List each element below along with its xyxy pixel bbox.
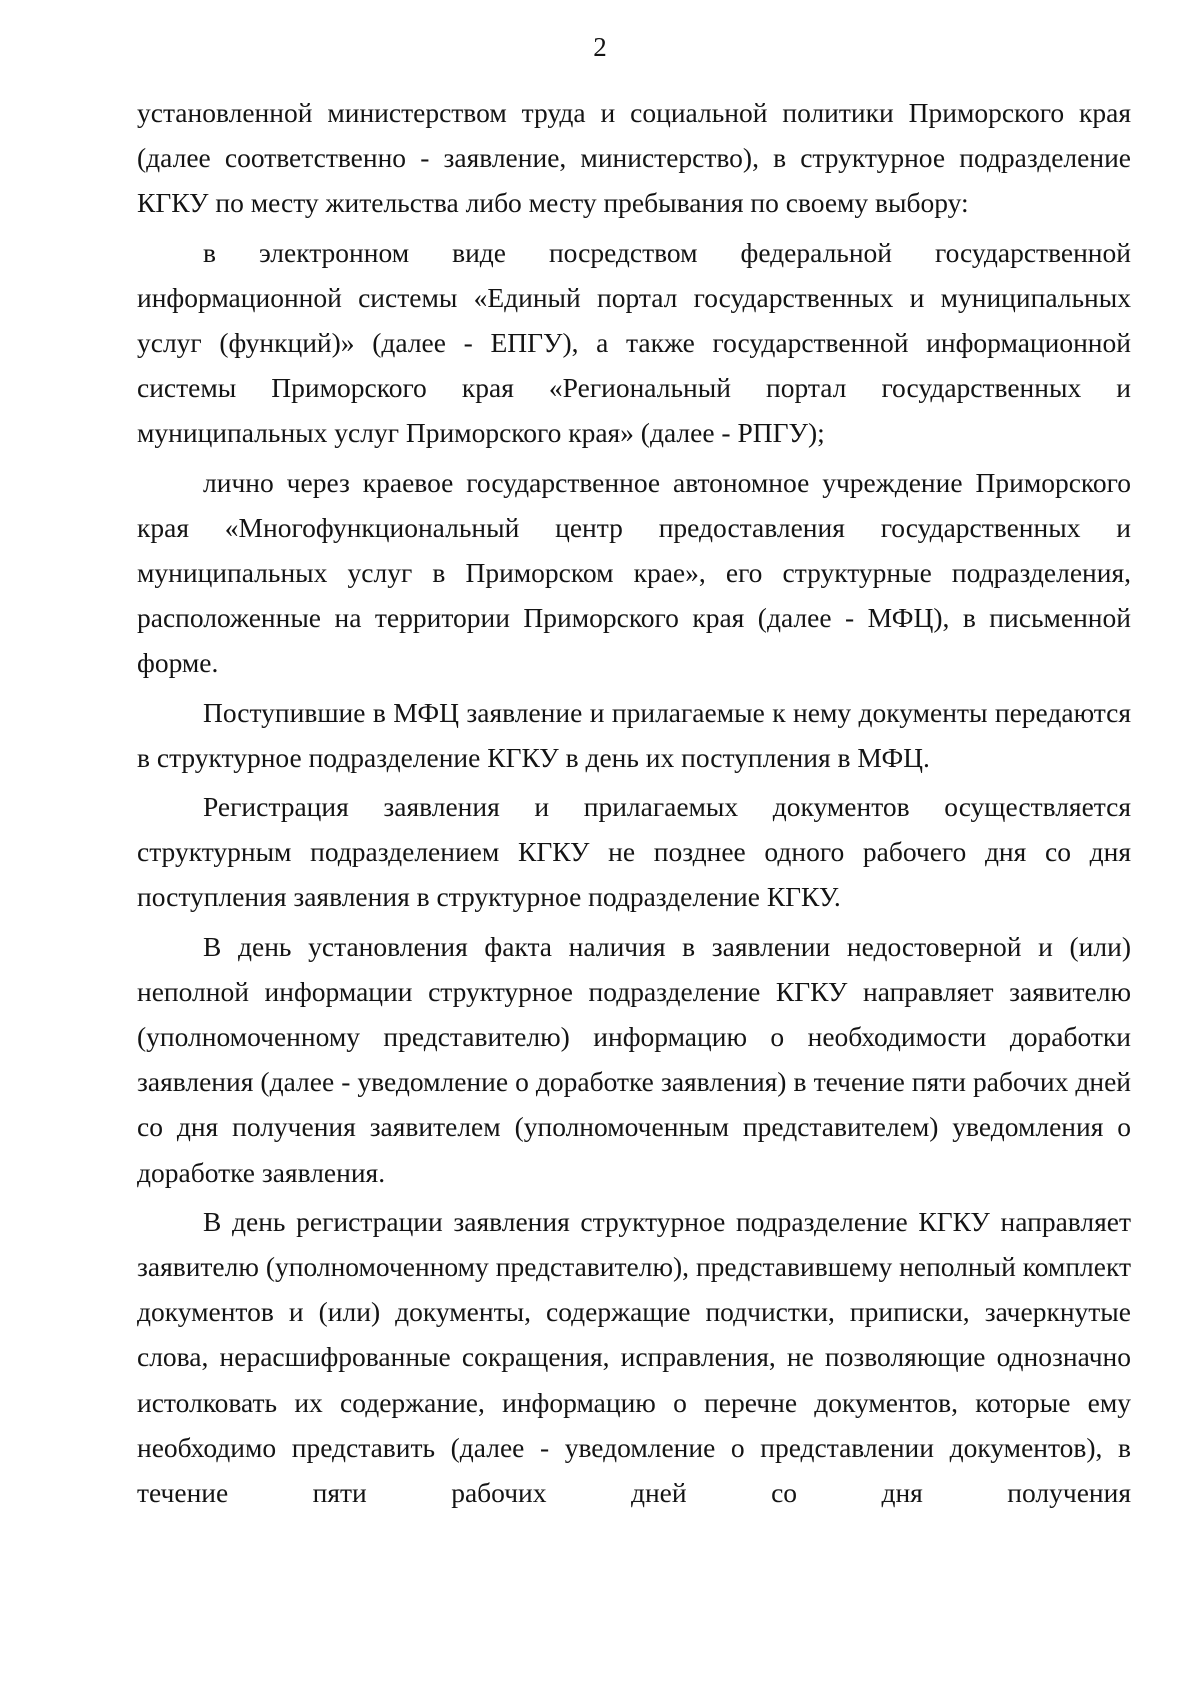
paragraph-4: Поступившие в МФЦ заявление и прилагаемые к нему документы передаются в структурное подразделение КГКУ в день их поступления в МФЦ.	[137, 696, 1131, 773]
paragraph-6: В день установления факта наличия в заявлении недостоверной и (или) неполной информации структурное подразделение КГКУ направляет заявителю (уполномоченному представителю) информацию о необходимости доработки заявления (далее - уведомление о доработке заявления) в течение пяти рабочих дней со дня получения заявителем (уполномоченным представителем) уведомления о доработке заявления.	[137, 930, 1131, 1188]
paragraph-1: установленной министерством труда и социальной политики Приморского края (далее соответственно - заявление, министерство), в структурное подразделение КГКУ по месту жительства либо месту пребывания по своему выбору:	[137, 97, 1131, 219]
paragraph-2: в электронном виде посредством федеральной государственной информационной системы «Единый портал государственных и муниципальных услуг (функций)» (далее - ЕПГУ), а также государственной информационной системы Приморского края «Региональный портал государственных и муниципальных услуг Приморского края» (далее - РПГУ);	[137, 236, 1131, 449]
paragraph-5: Регистрация заявления и прилагаемых документов осуществляется структурным подразделением КГКУ не позднее одного рабочего дня со дня поступления заявления в структурное подразделение КГКУ.	[137, 791, 1131, 913]
paragraph-3: лично через краевое государственное автономное учреждение Приморского края «Многофункциональный центр предоставления государственных и муниципальных услуг в Приморском крае», его структурные подразделения, расположенные на территории Приморского края (далее - МФЦ), в письменной форме.	[137, 466, 1131, 679]
document-body	[137, 90, 1131, 1515]
paragraph-7: В день регистрации заявления структурное подразделение КГКУ направляет заявителю (уполномоченному представителю), представившему неполный комплект документов и (или) документы, содержащие подчистки, приписки, зачеркнутые слова, нерасшифрованные сокращения, исправления, не позволяющие однозначно истолковать их содержание, информацию о перечне документов, которые ему необходимо представить (далее - уведомление о представлении документов), в течение пяти рабочих дней со дня получения	[137, 1205, 1131, 1509]
page-number: 2	[593, 32, 607, 62]
